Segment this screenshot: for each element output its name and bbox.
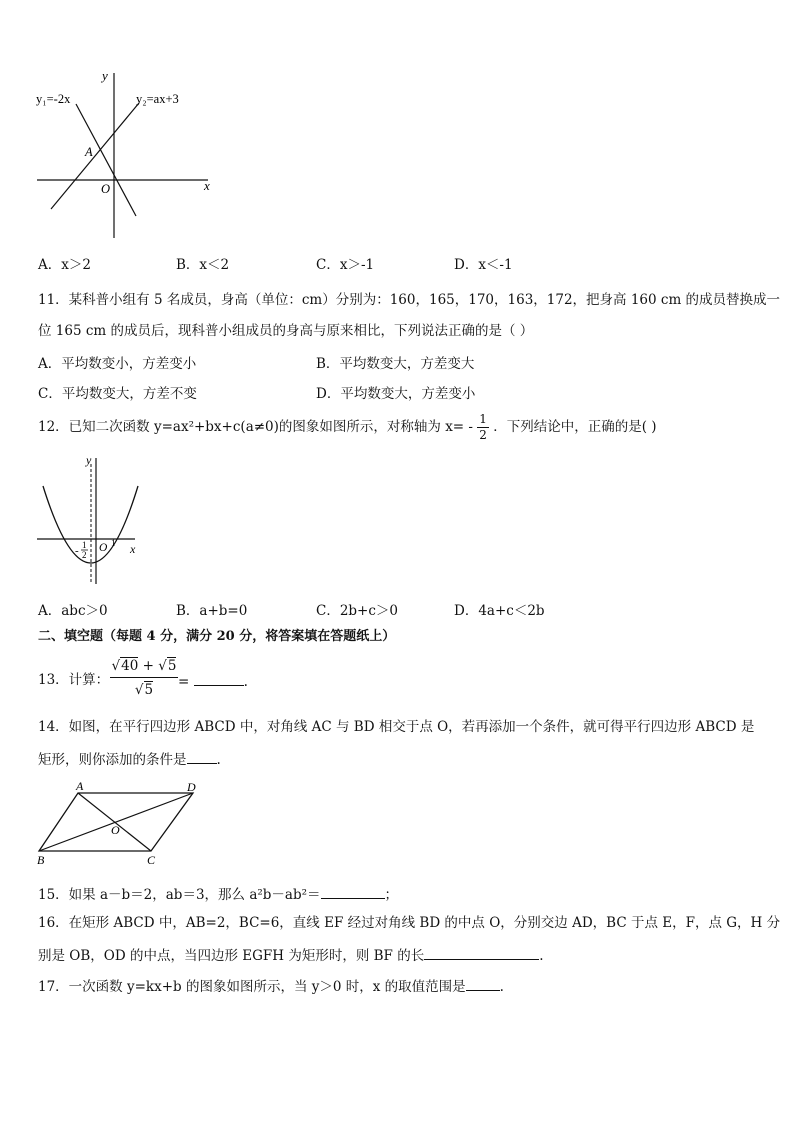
- q12-option-d[interactable]: D．4a+c＜2b: [454, 603, 545, 619]
- q10-origin-label: O: [101, 182, 111, 196]
- q16-period: .: [539, 948, 544, 964]
- q13-radicand-b: 5: [167, 658, 177, 674]
- q13-plus: +: [142, 658, 154, 674]
- q15-answer-blank[interactable]: [321, 884, 385, 899]
- q12-fraction-numerator: 1: [479, 412, 487, 426]
- q12-origin-label: O: [99, 542, 108, 554]
- q17-stem: [38, 976, 504, 996]
- q10-option-b[interactable]: B．x＜2: [176, 257, 230, 273]
- q14-stem-line2-text: 矩形，则你添加的条件是: [38, 752, 187, 768]
- q12-x-axis-label: x: [130, 542, 136, 556]
- q14-label-a: A: [76, 779, 84, 793]
- q11-option-a[interactable]: A．平均数变小，方差变小: [38, 356, 197, 372]
- q12-option-a[interactable]: A．abc＞0: [38, 603, 108, 619]
- q12-stem: [38, 412, 657, 443]
- q14-label-c: C: [147, 853, 156, 867]
- q16-stem-line2-text: 别是 OB，OD 的中点，当四边形 EGFH 为矩形时，则 BF 的长: [38, 948, 425, 964]
- q16-stem-line1: 16．在矩形 ABCD 中，AB=2，BC=6，直线 EF 经过对角线 BD 的中点 O，分别交边 AD，BC 于点 E，F，点 G，H 分: [38, 915, 781, 931]
- q13-fraction: [110, 657, 178, 699]
- q10-point-a-label: A: [85, 145, 93, 159]
- q14-figure: [33, 778, 208, 868]
- q15-stem-text: 15．如果 a－b＝2，ab＝3，那么 a²b－ab²＝: [38, 887, 321, 903]
- q12-axis-fraction: [477, 412, 489, 443]
- q14-stem-line1: 14．如图，在平行四边形 ABCD 中，对角线 AC 与 BD 相交于点 O，若再添加一个条件，就可得平行四边形 ABCD 是: [38, 719, 755, 735]
- q14-period: .: [216, 752, 221, 768]
- q12-y-axis-label: y: [86, 453, 92, 467]
- q10-y2-label: y₂=ax+3: [136, 92, 179, 106]
- q10-line-y2: [51, 103, 139, 209]
- q15-stem: [38, 884, 398, 904]
- q16-answer-blank[interactable]: [424, 945, 539, 960]
- q13-radicand-a: 40: [121, 658, 139, 674]
- q13-sqrt-sign-b: √: [158, 658, 167, 674]
- q16-stem-line2: [38, 945, 544, 965]
- q13-denominator: [110, 678, 178, 699]
- q12-stem-part2: ．下列结论中，正确的是( ): [493, 419, 657, 435]
- q15-suffix: ；: [384, 887, 399, 903]
- q14-answer-blank[interactable]: [187, 749, 217, 764]
- q13-answer-blank[interactable]: [194, 671, 244, 686]
- q11-option-d[interactable]: D．平均数变大，方差变小: [316, 386, 476, 402]
- q14-label-d: D: [187, 780, 196, 794]
- q13-prefix: 13．计算：: [38, 672, 110, 688]
- q14-diagonal-bd: [39, 793, 193, 851]
- q12-one-label: 1: [111, 538, 116, 548]
- q12-graph: [35, 452, 150, 587]
- q17-period: .: [499, 979, 504, 995]
- q10-y-axis-label: y: [102, 68, 108, 83]
- q11-option-c[interactable]: C．平均数变大，方差不变: [38, 386, 197, 402]
- q12-option-b[interactable]: B．a+b=0: [176, 603, 248, 619]
- q17-stem-text: 17．一次函数 y=kx+b 的图象如图所示，当 y＞0 时，x 的取值范围是: [38, 979, 466, 995]
- q13-equals: =: [178, 674, 190, 690]
- q12-fraction-denominator: 2: [479, 428, 487, 442]
- q14-label-o: O: [111, 823, 120, 837]
- q13-answer: [178, 671, 248, 691]
- q13-sqrt-sign-a: √: [111, 658, 121, 674]
- q11-stem-line2: 位 165 cm 的成员后，现科普小组成员的身高与原来相比，下列说法正确的是（ ）: [38, 323, 534, 339]
- q12-half-num: 1: [82, 540, 87, 550]
- q12-neg-sign: -: [75, 545, 79, 557]
- q14-label-b: B: [37, 853, 45, 867]
- q10-option-d[interactable]: D．x＜-1: [454, 257, 513, 273]
- q10-y1-label: y₁=-2x: [36, 92, 71, 106]
- q10-line-y1: [76, 104, 136, 216]
- q11-stem-line1: 11．某科普小组有 5 名成员，身高（单位：cm）分别为：160，165，170，163，172，把身高 160 cm 的成员替换成一: [38, 292, 781, 308]
- q10-x-axis-label: x: [204, 178, 210, 193]
- q11-option-b[interactable]: B．平均数变大，方差变大: [316, 356, 475, 372]
- q12-half-den: 2: [82, 550, 87, 560]
- q10-option-c[interactable]: C．x＞-1: [316, 257, 375, 273]
- q12-stem-part1: 12．已知二次函数 y=ax²+bx+c(a≠0)的图象如图所示，对称轴为 x= -: [38, 419, 473, 435]
- q17-answer-blank[interactable]: [466, 976, 500, 991]
- q13-numerator: [110, 657, 178, 678]
- q14-stem-line2: [38, 749, 221, 769]
- q13-period: .: [243, 674, 248, 690]
- q10-graph: [30, 68, 220, 243]
- q12-option-c[interactable]: C．2b+c＞0: [316, 603, 399, 619]
- q13-sqrt-sign-den: √: [134, 682, 144, 698]
- section-2-heading: 二、填空题（每题 4 分，满分 20 分，将答案填在答题纸上）: [38, 629, 396, 644]
- q13-radicand-den: 5: [144, 682, 154, 698]
- q10-option-a[interactable]: A．x＞2: [38, 257, 91, 273]
